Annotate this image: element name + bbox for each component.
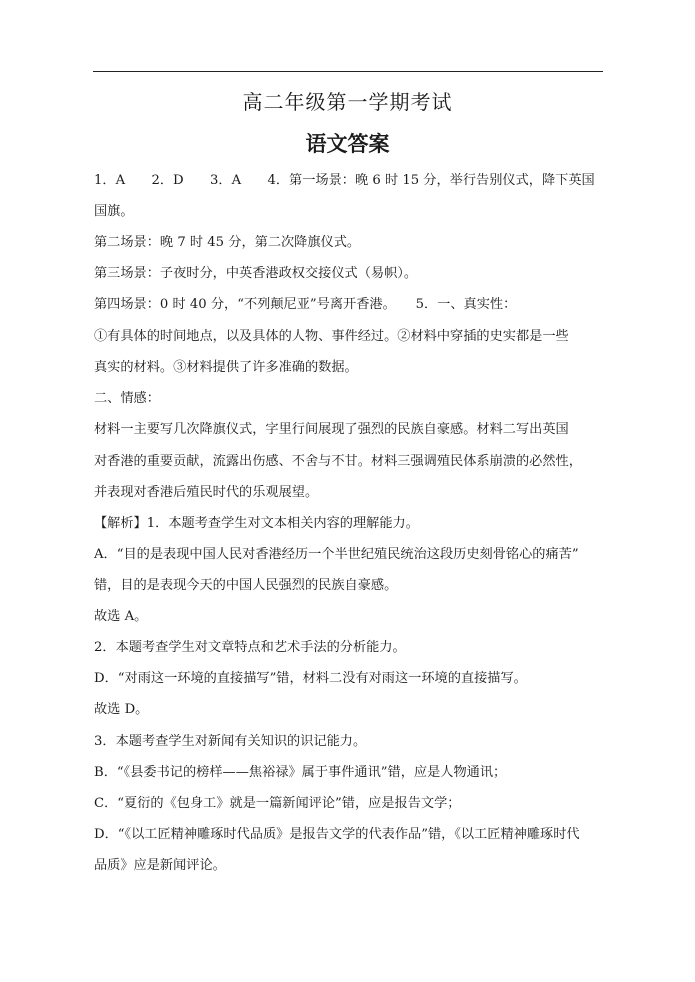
analysis-line: 故选 D。: [94, 702, 149, 717]
answer-line: ①有具体的时间地点，以及具体的人物、事件经过。②材料中穿插的史实都是一些: [94, 329, 569, 344]
analysis-line: A．“目的是表现中国人民对香港经历一个半世纪殖民统治这段历史刻骨铭心的痛苦”: [94, 547, 579, 562]
analysis-line: C．“夏衍的《包身工》就是一篇新闻评论”错，应是报告文学；: [94, 796, 461, 811]
answer-line: 二、情感：: [94, 391, 160, 406]
answer-line: 第三场景：子夜时分，中英香港政权交接仪式（易帜）。: [94, 266, 418, 281]
answer-line: 第四场景：0 时 40 分，“不列颠尼亚”号离开香港。 5．一、真实性：: [94, 297, 517, 312]
analysis-line: 2．本题考查学生对文章特点和艺术手法的分析能力。: [94, 640, 406, 655]
answer-line: 国旗。: [94, 204, 134, 219]
analysis-line: D．“《以工匠精神雕琢时代品质》是报告文学的代表作品”错，《以工匠精神雕琢时代: [94, 827, 580, 842]
header-rule: [93, 71, 603, 72]
analysis-line: D．“对雨这一环境的直接描写”错，材料二没有对雨这一环境的直接描写。: [94, 671, 527, 686]
answer-line: 1．A 2．D 3．A 4．第一场景：晚 6 时 15 分，举行告别仪式，降下英国: [94, 173, 595, 188]
analysis-line: 品质》应是新闻评论。: [94, 858, 226, 873]
analysis-line: 错，目的是表现今天的中国人民强烈的民族自豪感。: [94, 578, 398, 593]
page-title: 高二年级第一学期考试: [242, 90, 453, 114]
analysis-line: 故选 A。: [94, 609, 148, 624]
analysis-line: 3．本题考查学生对新闻有关知识的识记能力。: [94, 734, 367, 749]
answer-line: 真实的材料。③材料提供了许多准确的数据。: [94, 360, 358, 375]
answer-line: 对香港的重要贡献，流露出伤感、不舍与不甘。材料三强调殖民体系崩溃的必然性，: [94, 454, 582, 469]
analysis-line: 【解析】1．本题考查学生对文本相关内容的理解能力。: [94, 516, 419, 531]
answer-line: 第二场景：晚 7 时 45 分，第二次降旗仪式。: [94, 235, 361, 250]
page-subtitle: 语文答案: [305, 132, 390, 156]
analysis-line: B．“《县委书记的榜样——焦裕禄》属于事件通讯”错，应是人物通讯；: [94, 765, 507, 780]
answer-line: 并表现对香港后殖民时代的乐观展望。: [94, 485, 319, 500]
answer-line: 材料一主要写几次降旗仪式，字里行间展现了强烈的民族自豪感。材料二写出英国: [94, 422, 569, 437]
